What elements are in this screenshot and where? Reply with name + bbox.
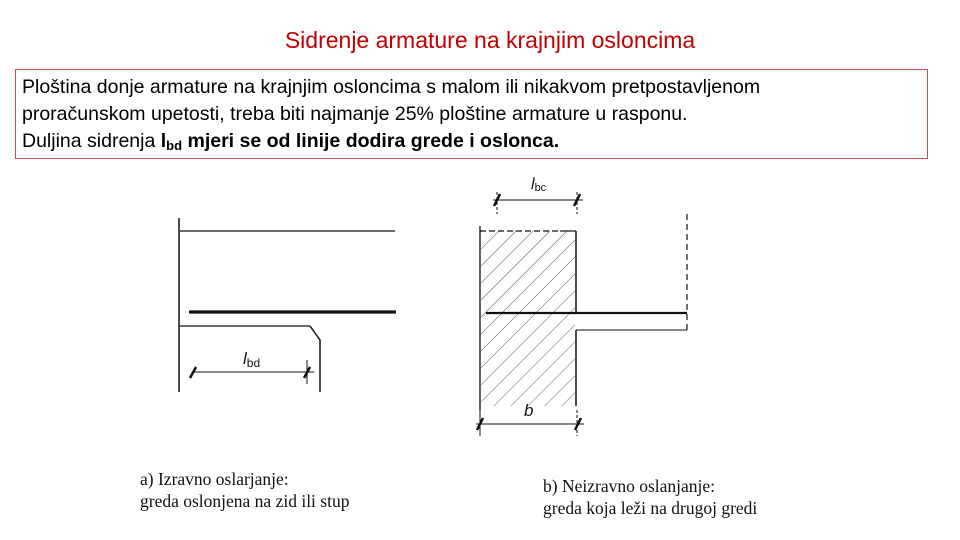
figure-b-supporting-beam-section xyxy=(481,231,575,406)
figure-a-support-corner xyxy=(310,326,320,392)
figure-b-bottom-dimension-label: b xyxy=(524,401,534,420)
figure-a-caption-line-2: greda oslonjena na zid ili stup xyxy=(140,491,350,511)
figure-a-drawing xyxy=(179,218,396,392)
anchorage-symbol-subscript: bd xyxy=(166,138,183,153)
figure-a-dimension-label: lbd xyxy=(243,349,261,370)
figure-b-top-dimension-label: lbc xyxy=(531,176,547,194)
figure-b-caption-line-1: b) Neizravno oslanjanje: xyxy=(543,476,716,496)
anchorage-symbol: l xyxy=(160,130,167,152)
figure-b-caption-line-2: greda koja leži na drugoj gredi xyxy=(543,498,758,518)
text-line-3-suffix: mjeri se od linije dodira grede i oslonca. xyxy=(182,130,560,152)
figure-a-caption xyxy=(140,468,349,512)
figure-b-caption xyxy=(543,475,757,519)
text-line-3-prefix: Duljina sidrenja xyxy=(22,130,161,152)
figure-b-drawing xyxy=(476,192,687,436)
slide-title: Sidrenje armature na krajnjim osloncima xyxy=(284,27,696,53)
figure-a-caption-line-1: a) Izravno oslarjanje: xyxy=(140,469,289,489)
text-line-1: Ploština donje armature na krajnjim osloncima s malom ili nikakvom pretpostavljenom xyxy=(22,76,761,98)
text-line-2: proračunskom upetosti, treba biti najmanje 25% ploštine armature u rasponu. xyxy=(22,103,688,125)
